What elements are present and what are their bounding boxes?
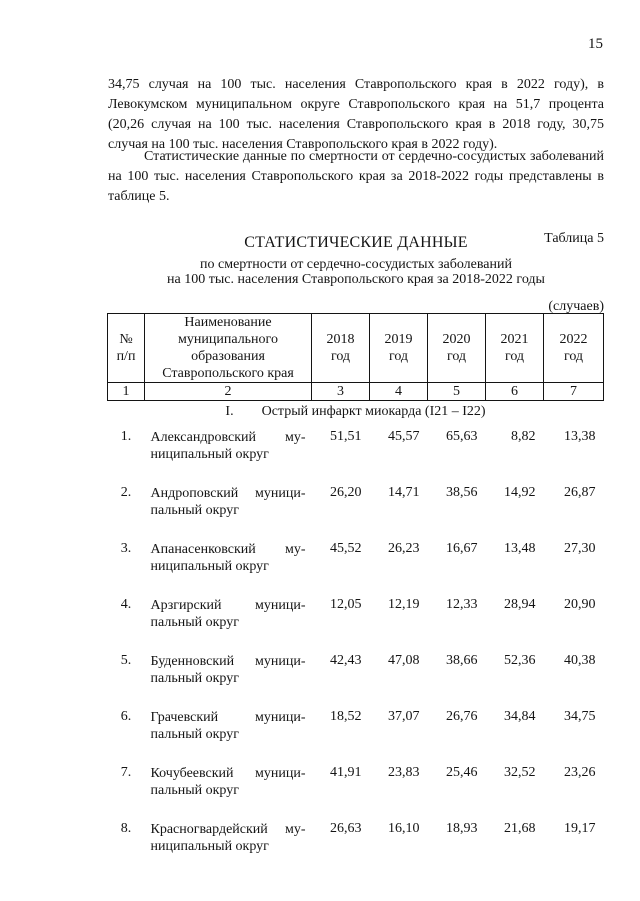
table-title: СТАТИСТИЧЕСКИЕ ДАННЫЕ [244, 234, 468, 251]
units-label: (случаев) [548, 299, 604, 314]
value-2021: 14,92 [504, 485, 536, 500]
statistics-table [107, 313, 604, 871]
row-number: 6. [120, 709, 132, 724]
value-2019: 37,07 [388, 709, 420, 724]
value-2021: 13,48 [504, 541, 536, 556]
row-number: 7. [120, 765, 132, 780]
district-name-part: Апанасенковский [150, 542, 256, 557]
column-number: 1 [108, 383, 145, 401]
value-2021: 52,36 [504, 653, 536, 668]
value-2019: 45,57 [388, 429, 420, 444]
value-2019: 23,83 [388, 765, 420, 780]
value-2022: 40,38 [564, 653, 596, 668]
column-numbers-row [108, 383, 604, 401]
district-name [145, 759, 312, 815]
district-name-part: муници- [255, 710, 306, 725]
district-name-part: Андроповский [150, 486, 239, 501]
paragraph-continuation: 34,75 случая на 100 тыс. населения Ставропольского края в 2022 году), в Левокумском муниципальном округе Ставропольского края на 51,7 процента (20,26 случая на 100 тыс. населения Ставропольского края в 2018 году, 30,75 случая на 100 тыс. населения Ставропольского края в 2022 году). [108, 77, 604, 152]
value-2019: 14,71 [388, 485, 420, 500]
value-2018: 41,91 [330, 765, 362, 780]
value-2022: 23,26 [564, 765, 596, 780]
district-name-part: ниципальный округ [150, 839, 269, 854]
header-2020: 2020 год [428, 314, 486, 383]
column-number: 3 [312, 383, 370, 401]
district-name [145, 535, 312, 591]
header-2019: 2019 год [370, 314, 428, 383]
table-row [108, 479, 604, 535]
value-2019: 47,08 [388, 653, 420, 668]
district-name [145, 815, 312, 871]
value-2022: 19,17 [564, 821, 596, 836]
header-num: № п/п [108, 314, 145, 383]
district-name-part: пальный округ [150, 503, 239, 518]
subtitle-line-1: по смертности от сердечно-сосудистых заболеваний [200, 257, 512, 272]
district-name [145, 591, 312, 647]
district-name-part: муници- [255, 654, 306, 669]
table-row [108, 423, 604, 479]
district-name-part: Буденновский [150, 654, 235, 669]
district-name-part: пальный округ [150, 671, 239, 686]
district-name-part: ниципальный округ [150, 559, 269, 574]
table-header [108, 314, 604, 401]
value-2022: 20,90 [564, 597, 596, 612]
district-name [145, 479, 312, 535]
row-number: 3. [120, 541, 132, 556]
table-body [108, 401, 604, 872]
value-2021: 32,52 [504, 765, 536, 780]
table-subtitle [108, 257, 604, 287]
value-2020: 25,46 [446, 765, 478, 780]
value-2022: 26,87 [564, 485, 596, 500]
value-2020: 26,76 [446, 709, 478, 724]
value-2020: 38,56 [446, 485, 478, 500]
table-row [108, 759, 604, 815]
paragraph-intro: Статистические данные по смертности от сердечно-сосудистых заболеваний на 100 тыс. населения Ставропольского края за 2018-2022 годы представлены в таблице 5. [108, 149, 604, 204]
header-2018: 2018 год [312, 314, 370, 383]
value-2022: 27,30 [564, 541, 596, 556]
header-2021: 2021 год [486, 314, 544, 383]
value-2021: 28,94 [504, 597, 536, 612]
value-2018: 26,20 [330, 485, 362, 500]
row-number: 4. [120, 597, 132, 612]
value-2020: 38,66 [446, 653, 478, 668]
header-name: Наименование муниципального образования Ставропольского края [145, 314, 312, 383]
table-row [108, 535, 604, 591]
row-number: 5. [120, 653, 132, 668]
value-2020: 16,67 [446, 541, 478, 556]
district-name-part: Красногвардейский [150, 822, 268, 837]
row-number: 8. [120, 821, 132, 836]
district-name-part: муници- [255, 598, 306, 613]
district-name-part: му- [284, 542, 306, 557]
column-number: 5 [428, 383, 486, 401]
value-2018: 51,51 [330, 429, 362, 444]
district-name [145, 423, 312, 479]
district-name-part: Арзгирский [150, 598, 222, 613]
value-2019: 16,10 [388, 821, 420, 836]
column-number: 2 [145, 383, 312, 401]
value-2021: 34,84 [504, 709, 536, 724]
district-name-part: Александровский [150, 430, 257, 445]
subtitle-line-2: на 100 тыс. населения Ставропольского края за 2018-2022 годы [167, 272, 545, 287]
district-name-part: пальный округ [150, 615, 239, 630]
district-name-part: му- [284, 430, 306, 445]
district-name-part: пальный округ [150, 783, 239, 798]
value-2020: 18,93 [446, 821, 478, 836]
table-row [108, 647, 604, 703]
value-2020: 12,33 [446, 597, 478, 612]
column-number: 4 [370, 383, 428, 401]
table-caption: Таблица 5 [544, 231, 604, 246]
column-number: 7 [544, 383, 604, 401]
value-2018: 18,52 [330, 709, 362, 724]
value-2019: 12,19 [388, 597, 420, 612]
value-2018: 26,63 [330, 821, 362, 836]
value-2019: 26,23 [388, 541, 420, 556]
district-name-part: пальный округ [150, 727, 239, 742]
page-number: 15 [588, 36, 603, 52]
table-row [108, 703, 604, 759]
value-2020: 65,63 [446, 429, 478, 444]
district-name-part: муници- [255, 766, 306, 781]
row-number: 2. [120, 485, 132, 500]
value-2021: 21,68 [504, 821, 536, 836]
district-name-part: Кочубеевский [150, 766, 234, 781]
column-number: 6 [486, 383, 544, 401]
value-2018: 45,52 [330, 541, 362, 556]
district-name [145, 647, 312, 703]
value-2022: 34,75 [564, 709, 596, 724]
section-heading: I. Острый инфаркт миокарда (I21 – I22) [225, 404, 486, 419]
value-2021: 8,82 [511, 429, 536, 444]
district-name-part: Грачевский [150, 710, 219, 725]
district-name-part: ниципальный округ [150, 447, 269, 462]
table-row [108, 591, 604, 647]
value-2022: 13,38 [564, 429, 596, 444]
header-2022: 2022 год [544, 314, 604, 383]
table-row [108, 815, 604, 871]
row-number: 1. [120, 429, 132, 444]
district-name-part: муници- [255, 486, 306, 501]
district-name [145, 703, 312, 759]
value-2018: 42,43 [330, 653, 362, 668]
district-name-part: му- [284, 822, 306, 837]
value-2018: 12,05 [330, 597, 362, 612]
